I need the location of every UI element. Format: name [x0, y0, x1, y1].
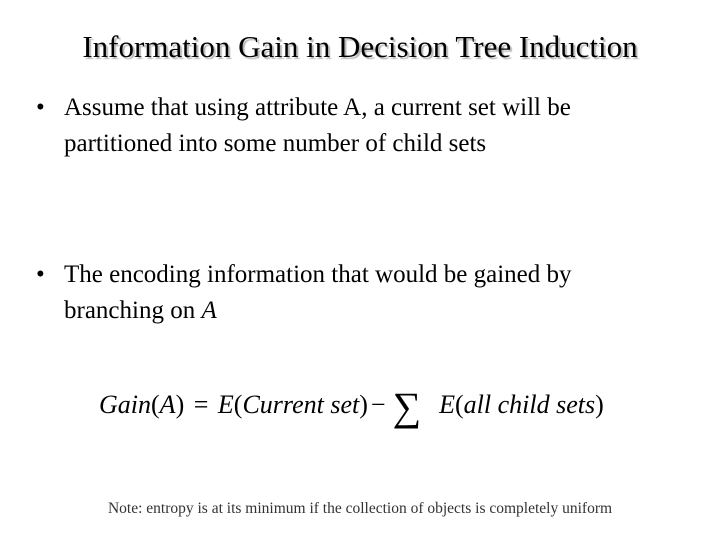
- formula-paren: (: [233, 390, 243, 420]
- bullet-marker: •: [36, 94, 45, 121]
- formula-gain: Gain: [99, 390, 151, 420]
- formula-paren: ): [359, 390, 368, 420]
- formula-entropy: E: [217, 390, 234, 420]
- gain-formula: [99, 383, 689, 433]
- slide-title: Information Gain in Decision Tree Induction: [82, 29, 638, 64]
- bullet-text: [64, 257, 676, 329]
- formula-paren: ): [595, 390, 604, 420]
- formula-paren: (: [151, 390, 160, 420]
- formula-paren: (: [454, 390, 464, 420]
- formula-entropy: E: [439, 390, 455, 420]
- attribute-symbol: A: [201, 297, 217, 324]
- bullet-line: The encoding information that would be gained by: [64, 261, 572, 288]
- bullet-text: [64, 90, 676, 162]
- bullet-line: Assume that using attribute A, a current set will be: [64, 94, 571, 121]
- formula-paren: ): [175, 390, 185, 420]
- sigma-symbol: ∑: [392, 384, 422, 430]
- bullet-line: [64, 293, 676, 329]
- bullet-line-prefix: branching on: [64, 297, 202, 324]
- formula-attr: A: [159, 390, 176, 420]
- formula-equals: =: [193, 390, 209, 420]
- formula-child-sets: all child sets: [463, 390, 596, 420]
- footnote: Note: entropy is at its minimum if the collection of objects is completely uniform: [107, 500, 613, 517]
- formula-minus: −: [370, 390, 386, 420]
- bullet-line: partitioned into some number of child sets: [64, 130, 487, 157]
- bullet-marker: •: [36, 261, 45, 288]
- formula-current-set: Current set: [242, 390, 360, 420]
